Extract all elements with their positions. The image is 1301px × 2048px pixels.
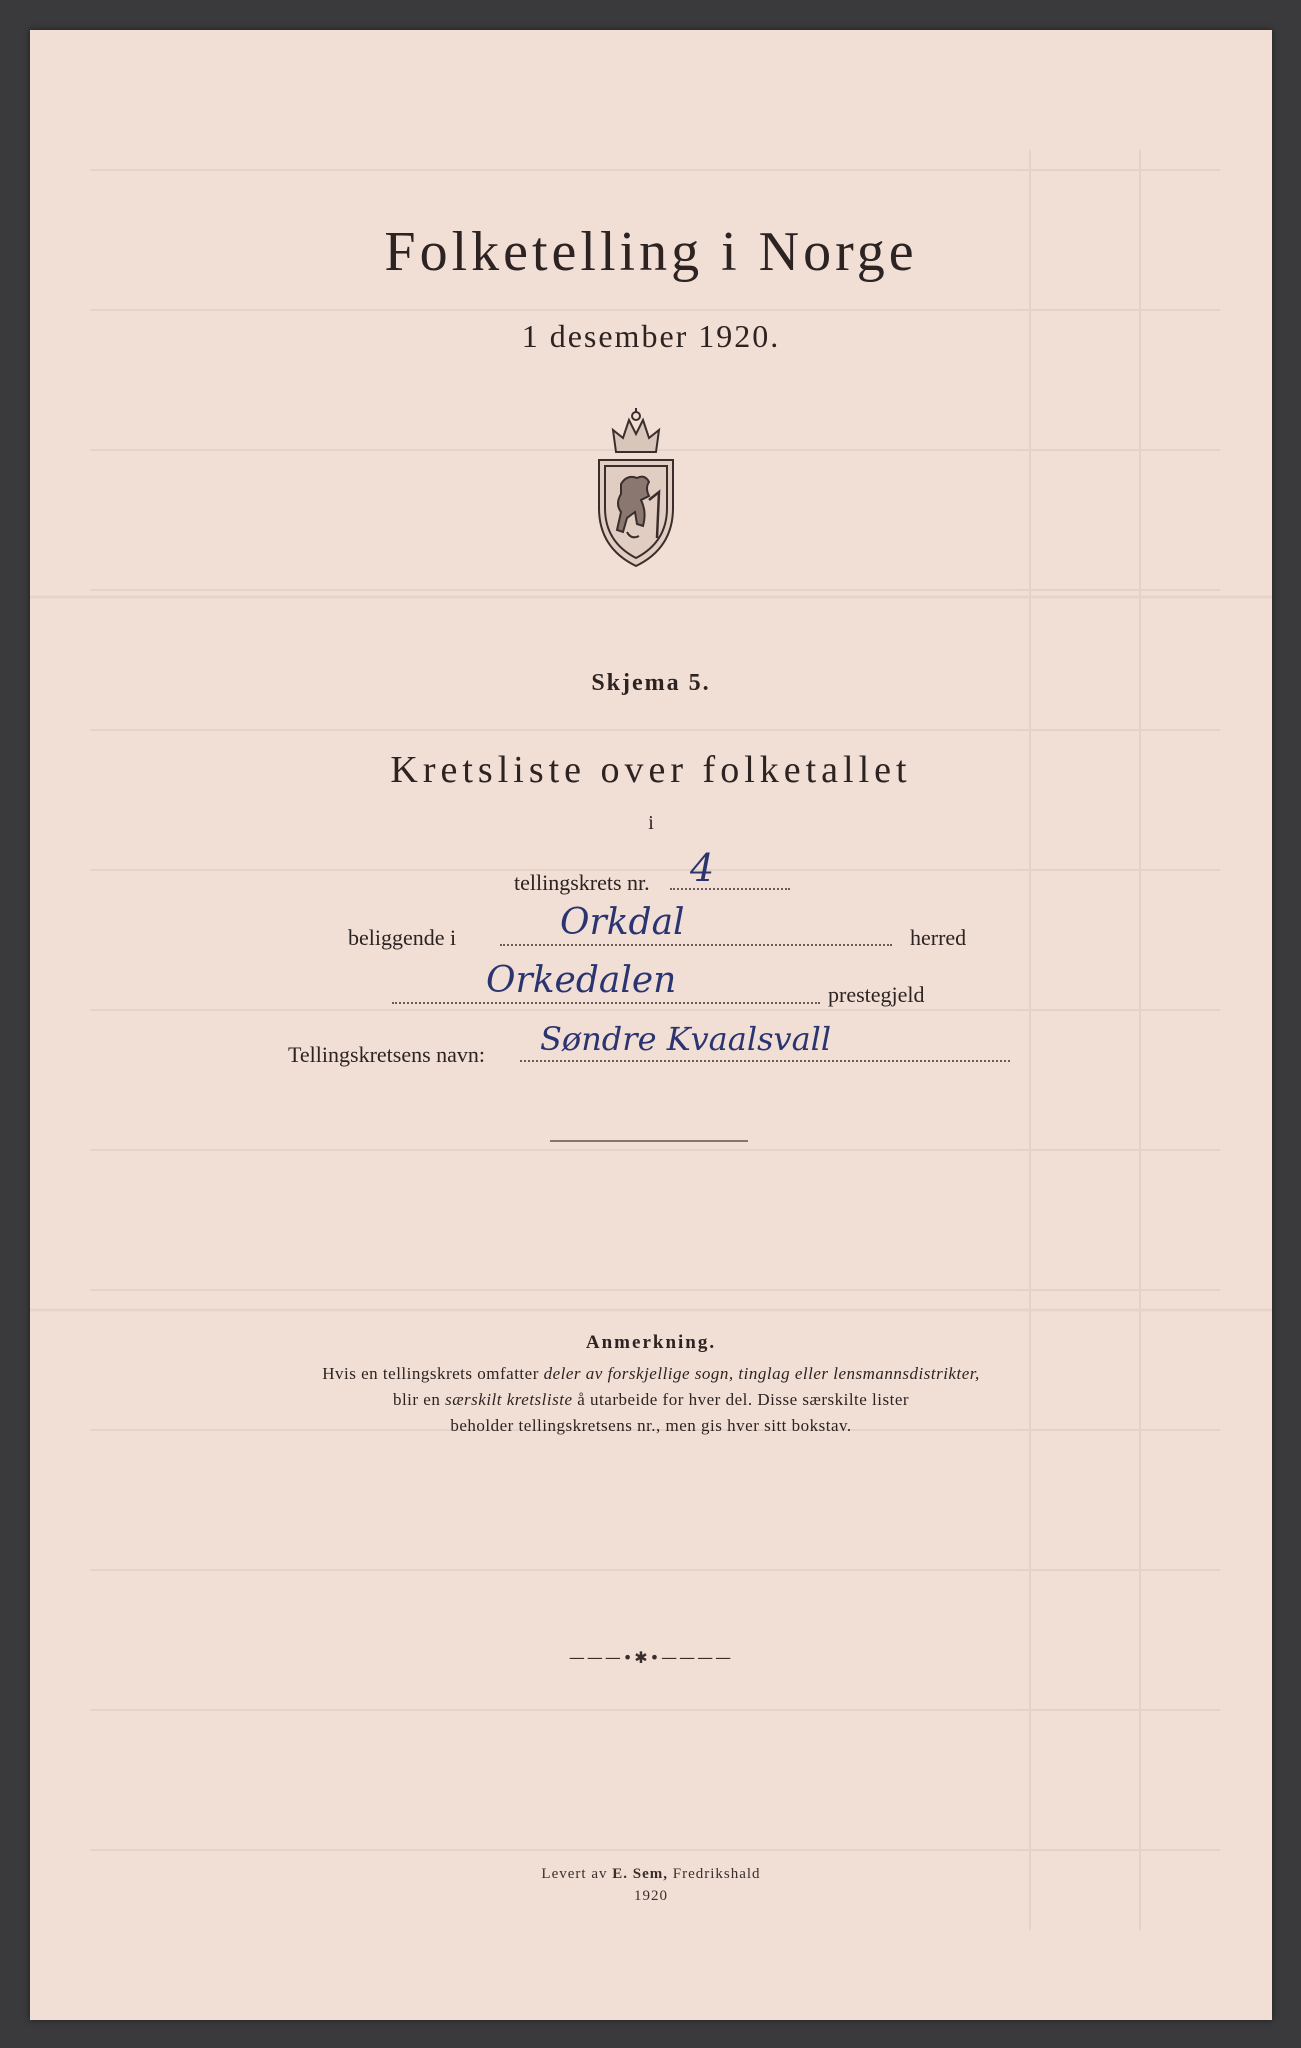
district-number-label: tellingskrets nr.: [514, 870, 650, 895]
census-date: 1 desember 1920.: [521, 318, 781, 354]
remark-line-2: blir en særskilt kretsliste å utarbeide for hver del. Disse særskilte lister: [392, 1390, 910, 1409]
page-title: Folketelling i Norge: [384, 221, 918, 283]
municipality-line: [500, 944, 892, 946]
remark-line-3: beholder tellingskretsens nr., men gis hver sitt bokstav.: [450, 1416, 852, 1435]
district-name-line: [520, 1060, 1010, 1062]
census-form-sheet: [30, 30, 1272, 2020]
schema-label: Skjema 5.: [591, 670, 711, 696]
remark-heading: Anmerkning.: [585, 1332, 717, 1353]
district-number-value: 4: [690, 846, 715, 890]
norwegian-coat-of-arms-icon: [591, 408, 681, 568]
district-number-line: [670, 888, 790, 890]
district-name-label: Tellingskretsens navn:: [288, 1042, 486, 1067]
parish-line: [392, 1002, 820, 1004]
parish-value: Orkedalen: [486, 960, 677, 1001]
ornament-divider: ———•✱•————: [568, 1648, 734, 1667]
remark-line-1: Hvis en tellingskrets omfatter deler av forskjellige sogn, tinglag eller lensmannsdistrikter,: [322, 1364, 980, 1383]
municipality-value: Orkdal: [560, 902, 685, 943]
district-name-value: Søndre Kvaalsvall: [540, 1020, 832, 1058]
section-divider: [550, 1140, 748, 1142]
parish-label: prestegjeld: [828, 982, 925, 1007]
located-in-label: beliggende i: [348, 925, 457, 950]
printer-year: 1920: [634, 1888, 668, 1904]
form-subtitle: Kretsliste over folketallet: [390, 749, 912, 791]
preposition-label: i: [648, 812, 654, 834]
printer-credit: Levert av E. Sem, Fredrikshald: [541, 1866, 761, 1882]
herred-label: herred: [910, 925, 967, 950]
